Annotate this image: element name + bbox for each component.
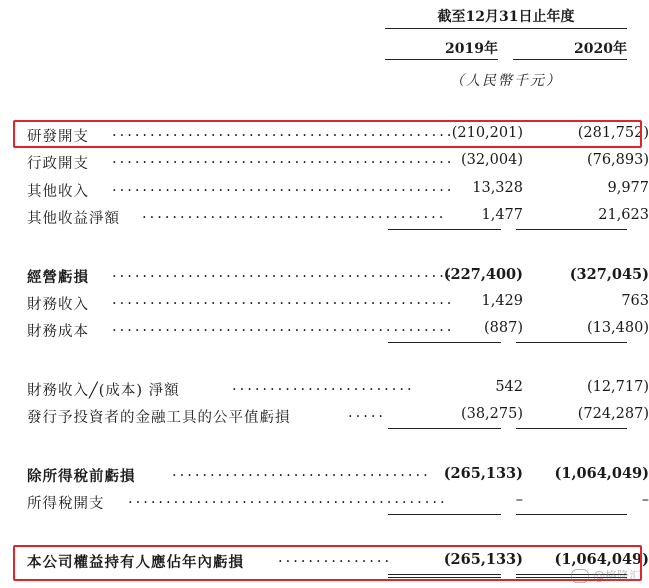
value-2019: (265,133) — [443, 551, 523, 568]
dot-leader: ............................................. — [112, 124, 455, 140]
value-2019: (227,400) — [443, 266, 523, 283]
row-label: 除所得稅前虧損 — [27, 468, 136, 485]
subtotal-rule-2019 — [388, 342, 501, 343]
dot-leader: ............... — [278, 550, 393, 566]
row-label: 研發開支 — [27, 129, 89, 145]
dot-leader: ............................................. — [112, 179, 455, 195]
row-loss-before-tax — [22, 461, 649, 487]
row-admin-expenses — [22, 148, 649, 174]
dot-leader: ............................................. — [112, 292, 455, 308]
highlight-box-rd — [13, 120, 642, 148]
unit-note: （人民幣千元） — [450, 73, 562, 89]
row-label: 所得稅開支 — [27, 496, 105, 512]
value-2019: 1,429 — [481, 293, 523, 309]
row-operating-loss — [22, 262, 649, 288]
year-2019-rule — [385, 59, 498, 60]
subtotal-rule-2020 — [516, 428, 627, 429]
value-2019: 542 — [495, 379, 523, 395]
highlight-box-loss — [13, 545, 642, 581]
dot-leader: .................................. — [172, 464, 431, 480]
row-label: 其他收益淨額 — [27, 211, 120, 227]
row-other-income — [22, 176, 649, 202]
dot-leader: ............................................. — [112, 151, 455, 167]
subtotal-rule-2019 — [388, 514, 501, 515]
row-label: 財務成本 — [27, 324, 89, 340]
period-header: 截至12月31日止年度 — [437, 9, 575, 25]
dot-leader: ............................................. — [112, 265, 455, 281]
dot-leader: ..... — [348, 405, 387, 421]
value-2020: (1,064,049) — [554, 551, 649, 568]
value-2020: (281,752) — [577, 125, 649, 141]
dot-leader: ........................ — [232, 378, 415, 394]
dot-leader: .......................................... — [128, 491, 448, 507]
value-2019: (265,133) — [443, 465, 523, 482]
dot-leader: ........................................ — [142, 206, 447, 222]
row-fair-value-loss — [22, 402, 649, 428]
value-2020: 763 — [621, 293, 649, 309]
row-label: 經營虧損 — [27, 269, 89, 286]
value-2019: (887) — [484, 320, 523, 336]
row-finance-income — [22, 289, 649, 315]
watermark-text: @格隆汇 — [592, 569, 641, 583]
row-label: 財務收入╱(成本) 淨額 — [27, 383, 180, 399]
value-2020: – — [641, 492, 649, 508]
row-label: 發行予投資者的金融工具的公平值虧損 — [27, 410, 291, 426]
value-2019: 13,328 — [472, 180, 523, 196]
watermark — [571, 567, 641, 584]
value-2020: (1,064,049) — [554, 465, 649, 482]
period-header-rule — [385, 28, 627, 29]
row-finance-net — [22, 375, 649, 401]
value-2019: (32,004) — [460, 152, 523, 168]
value-2020: 21,623 — [598, 207, 649, 223]
year-2020-rule — [513, 59, 627, 60]
row-label: 財務收入 — [27, 297, 89, 313]
value-2019: – — [515, 492, 523, 508]
subtotal-rule-2019 — [388, 428, 501, 429]
value-2019: (38,275) — [460, 406, 523, 422]
row-label: 其他收入 — [27, 184, 89, 200]
row-label: 行政開支 — [27, 156, 89, 172]
value-2020: (724,287) — [577, 406, 649, 422]
year-2020-header: 2020年 — [574, 41, 627, 57]
watermark-logo-icon — [571, 569, 589, 583]
value-2020: (76,893) — [586, 152, 649, 168]
subtotal-rule-2019 — [388, 229, 501, 230]
subtotal-rule-2020 — [516, 229, 627, 230]
row-income-tax — [22, 488, 649, 514]
row-finance-costs — [22, 316, 649, 342]
dot-leader: ............................................. — [112, 319, 455, 335]
value-2019: (210,201) — [451, 125, 523, 141]
year-2019-header: 2019年 — [445, 41, 498, 57]
value-2020: (327,045) — [569, 266, 649, 283]
value-2020: 9,977 — [607, 180, 649, 196]
row-other-gains-net — [22, 203, 649, 229]
value-2019: 1,477 — [481, 207, 523, 223]
row-label: 本公司權益持有人應佔年內虧損 — [27, 554, 244, 571]
value-2020: (12,717) — [586, 379, 649, 395]
value-2020: (13,480) — [586, 320, 649, 336]
subtotal-rule-2020 — [516, 514, 627, 515]
subtotal-rule-2020 — [516, 342, 627, 343]
